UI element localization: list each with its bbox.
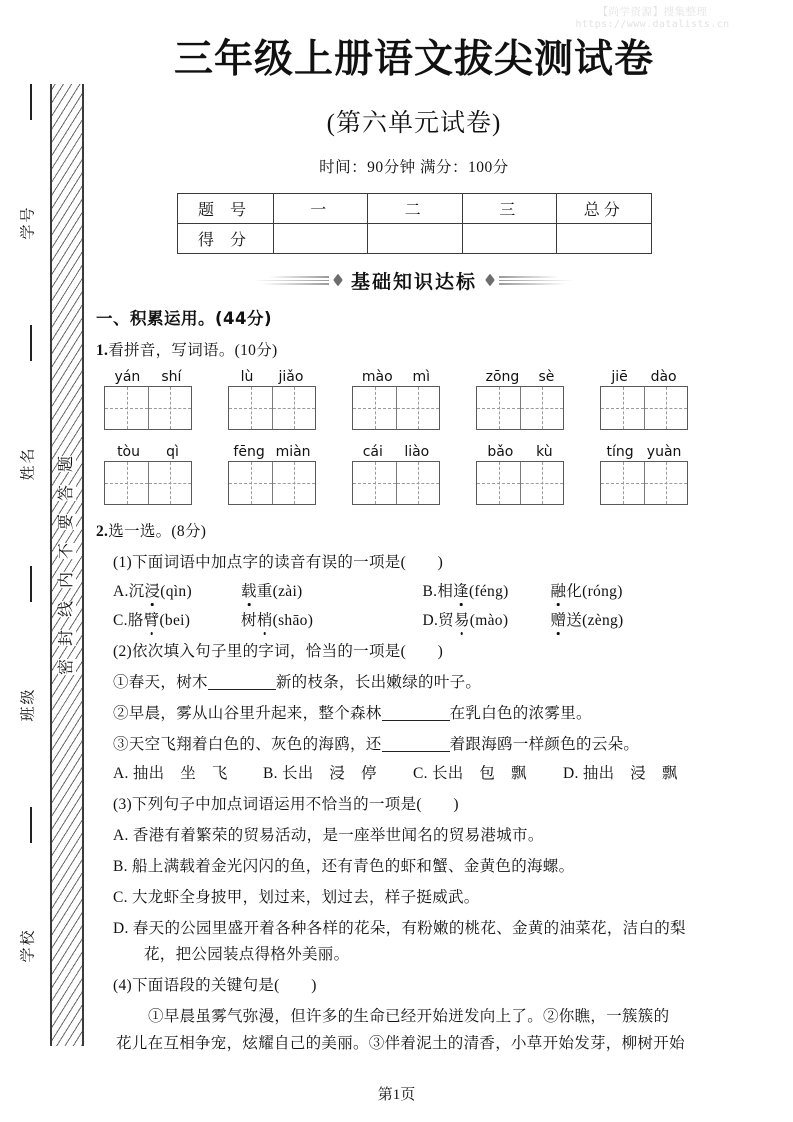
banner-dashes-left-icon bbox=[243, 276, 329, 285]
grid-cell[interactable] bbox=[353, 387, 396, 429]
word-char: 贸 bbox=[438, 611, 454, 629]
section-banner bbox=[96, 267, 732, 294]
writing-grid[interactable] bbox=[104, 386, 192, 430]
writing-grid[interactable] bbox=[600, 461, 688, 505]
pinyin-label bbox=[228, 444, 316, 460]
option-label: D. bbox=[422, 611, 439, 629]
pinyin-item bbox=[476, 369, 600, 430]
section-one-title: 一、积累运用。(44分) bbox=[96, 308, 273, 328]
info-divider bbox=[30, 84, 32, 120]
pinyin-syllable: tòu bbox=[117, 443, 140, 460]
pinyin-label bbox=[600, 444, 688, 460]
pinyin-syllable: jiē bbox=[611, 368, 628, 385]
pinyin-item bbox=[476, 444, 600, 505]
pinyin-syllable: jiǎo bbox=[278, 368, 304, 385]
writing-grid[interactable] bbox=[104, 461, 192, 505]
choice-c[interactable]: C. 长出 包 飘 bbox=[413, 764, 527, 782]
question-2-4-passage-line-1: ①早晨虽雾气弥漫，但许多的生命已经开始迸发向上了。②你瞧，一簇簇的 bbox=[148, 1007, 670, 1025]
option-label: C. bbox=[113, 611, 128, 629]
grid-cell[interactable] bbox=[229, 387, 272, 429]
question-1-stem bbox=[96, 338, 732, 360]
grid-cell[interactable] bbox=[105, 462, 148, 504]
question-2-2-choices bbox=[96, 761, 732, 783]
writing-grid[interactable] bbox=[352, 461, 440, 505]
pinyin-label bbox=[228, 369, 316, 385]
pinyin-syllable: fēng bbox=[233, 443, 265, 460]
writing-grid[interactable] bbox=[352, 386, 440, 430]
pinyin-syllable: liào bbox=[404, 443, 430, 460]
score-table-wrapper bbox=[96, 193, 732, 254]
emphasis-char: 梢 bbox=[257, 608, 273, 630]
word-char: 胳 bbox=[127, 611, 144, 629]
pinyin-syllable: zōng bbox=[485, 368, 520, 385]
info-field-class[interactable] bbox=[4, 602, 50, 807]
pinyin-syllable: bǎo bbox=[487, 443, 514, 460]
pinyin-syllable: tíng bbox=[606, 443, 634, 460]
grid-cell[interactable] bbox=[601, 462, 644, 504]
option-pinyin: (róng) bbox=[582, 582, 623, 600]
info-label: 学校 bbox=[20, 928, 37, 963]
seal-char: 封 bbox=[57, 629, 75, 646]
emphasis-char: 逢 bbox=[453, 579, 469, 601]
grid-cell[interactable] bbox=[644, 462, 687, 504]
exam-paper-content bbox=[96, 28, 732, 1053]
question-2-3-option-d[interactable]: D. 春天的公园里盛开着各种各样的花朵，有粉嫩的桃花、金黄的油菜花，洁白的梨 bbox=[113, 919, 686, 937]
grid-cell[interactable] bbox=[396, 462, 439, 504]
pinyin-item bbox=[104, 444, 228, 505]
option-b-word-1 bbox=[423, 579, 551, 601]
score-cell[interactable] bbox=[368, 223, 463, 253]
pinyin-syllable: kù bbox=[536, 443, 553, 460]
score-row-label: 得 分 bbox=[177, 223, 273, 253]
seal-char: 要 bbox=[57, 513, 75, 530]
table-row bbox=[177, 193, 651, 223]
question-text: 看拼音，写词语。(10分) bbox=[108, 341, 278, 359]
pinyin-label bbox=[476, 369, 564, 385]
pinyin-label bbox=[600, 369, 688, 385]
question-2-2-stem: (2)依次填入句子里的字词，恰当的一项是( ) bbox=[113, 642, 444, 660]
emphasis-char: 浸 bbox=[144, 579, 160, 601]
question-2-3-option-a[interactable]: A. 香港有着繁荣的贸易活动，是一座举世闻名的贸易港城市。 bbox=[113, 826, 544, 844]
watermark-url: https://www.datalists.cn bbox=[575, 19, 730, 31]
pinyin-item bbox=[352, 444, 476, 505]
info-divider bbox=[30, 566, 32, 602]
grid-cell[interactable] bbox=[644, 387, 687, 429]
score-col-header: 二 bbox=[368, 193, 463, 223]
pinyin-item bbox=[228, 444, 352, 505]
exam-meta-info: 时间：90分钟 满分：100分 bbox=[319, 158, 509, 176]
emphasis-char: 易 bbox=[454, 608, 470, 630]
question-number: 2. bbox=[96, 522, 109, 540]
info-label: 姓名 bbox=[20, 446, 37, 481]
info-divider bbox=[30, 807, 32, 843]
grid-cell[interactable] bbox=[148, 462, 191, 504]
banner-dashes-right-icon bbox=[499, 276, 585, 285]
grid-cell[interactable] bbox=[105, 387, 148, 429]
question-2-3-option-d-continued: 花，把公园装点得格外美丽。 bbox=[144, 945, 350, 963]
score-cell[interactable] bbox=[557, 223, 652, 253]
pinyin-syllable: mì bbox=[412, 368, 431, 385]
info-field-name[interactable] bbox=[4, 361, 50, 566]
emphasis-char: 融 bbox=[551, 579, 567, 601]
pinyin-label bbox=[352, 369, 440, 385]
pinyin-label bbox=[476, 444, 564, 460]
option-b[interactable] bbox=[423, 579, 733, 601]
seal-line-band bbox=[50, 84, 84, 1046]
fill-blank[interactable] bbox=[382, 705, 450, 721]
option-pinyin: (zài) bbox=[272, 582, 303, 600]
question-2-3-option-b[interactable]: B. 船上满载着金光闪闪的鱼，还有青色的虾和蟹、金黄色的海螺。 bbox=[113, 857, 575, 875]
option-c[interactable] bbox=[113, 608, 423, 630]
choice-a[interactable]: A. 抽出 坐 飞 bbox=[113, 764, 228, 782]
choice-d[interactable]: D. 抽出 浸 飘 bbox=[563, 764, 678, 782]
table-row bbox=[177, 223, 651, 253]
page-footer bbox=[0, 1083, 793, 1104]
seal-char: 内 bbox=[57, 571, 75, 588]
pinyin-row-2 bbox=[96, 444, 732, 505]
page-subtitle: (第六单元试卷) bbox=[326, 109, 502, 137]
question-text: 选一选。(8分) bbox=[108, 522, 207, 540]
grid-cell[interactable] bbox=[520, 462, 563, 504]
watermark-source-text: 【尚学资源】搜集整理 bbox=[597, 6, 708, 18]
pinyin-row-1 bbox=[96, 369, 732, 430]
option-label: B. bbox=[422, 582, 438, 600]
writing-grid[interactable] bbox=[600, 386, 688, 430]
writing-grid[interactable] bbox=[476, 386, 564, 430]
score-cell[interactable] bbox=[273, 223, 368, 253]
pinyin-label bbox=[104, 444, 192, 460]
word-char: 送 bbox=[566, 611, 583, 629]
pinyin-syllable: mào bbox=[361, 368, 393, 385]
grid-cell[interactable] bbox=[272, 462, 315, 504]
info-divider bbox=[30, 325, 32, 361]
diamond-marker-icon bbox=[333, 274, 343, 287]
pinyin-syllable: dào bbox=[650, 368, 677, 385]
sentence-part: 在乳白色的浓雾里。 bbox=[449, 704, 592, 722]
pinyin-item bbox=[600, 444, 724, 505]
option-a-word-1 bbox=[113, 579, 241, 601]
seal-char: 不 bbox=[57, 542, 75, 559]
option-pinyin: (mào) bbox=[469, 611, 509, 629]
grid-cell[interactable] bbox=[396, 387, 439, 429]
pinyin-item bbox=[600, 369, 724, 430]
pinyin-syllable: cái bbox=[362, 443, 383, 460]
question-2-1-options-row bbox=[96, 608, 732, 630]
seal-char: 密 bbox=[57, 658, 75, 675]
question-2-1-stem: (1)下面词语中加点字的读音有误的一项是( ) bbox=[113, 553, 444, 571]
question-2-2-sentence-2 bbox=[96, 701, 732, 723]
grid-cell[interactable] bbox=[272, 387, 315, 429]
emphasis-char: 赠 bbox=[551, 608, 567, 630]
emphasis-char: 臂 bbox=[144, 608, 160, 630]
writing-grid[interactable] bbox=[476, 461, 564, 505]
student-info-column bbox=[4, 84, 50, 1046]
pinyin-item bbox=[228, 369, 352, 430]
grid-cell[interactable] bbox=[353, 462, 396, 504]
word-char: 树 bbox=[241, 611, 257, 629]
grid-cell[interactable] bbox=[229, 462, 272, 504]
info-field-student-id[interactable] bbox=[4, 120, 50, 325]
question-2-stem bbox=[96, 519, 732, 541]
sentence-part: 新的枝条，长出嫩绿的叶子。 bbox=[275, 673, 482, 691]
question-2-3-stem: (3)下列句子中加点词语运用不恰当的一项是( ) bbox=[113, 795, 459, 813]
option-label: A. bbox=[113, 582, 129, 600]
diamond-marker-icon bbox=[485, 274, 495, 287]
sentence-part: ①春天，树木 bbox=[113, 673, 208, 691]
sentence-part: ③天空飞翔着白色的、灰色的海鸥，还 bbox=[113, 735, 382, 753]
emphasis-char: 载 bbox=[241, 579, 257, 601]
sentence-part: 着跟海鸥一样颜色的云朵。 bbox=[449, 735, 640, 753]
fill-blank[interactable] bbox=[382, 736, 450, 752]
option-pinyin: (bei) bbox=[159, 611, 191, 629]
question-2-2-sentence-3 bbox=[96, 732, 732, 754]
option-a-word-2 bbox=[241, 579, 303, 601]
question-2-1-options-row bbox=[96, 579, 732, 601]
page-number: 第1页 bbox=[377, 1087, 416, 1103]
score-col-header: 三 bbox=[462, 193, 557, 223]
info-field-school[interactable] bbox=[4, 843, 50, 1048]
option-pinyin: (qìn) bbox=[160, 582, 192, 600]
question-2-3-option-c[interactable]: C. 大龙虾全身披甲，划过来，划过去，样子挺威武。 bbox=[113, 888, 480, 906]
question-2-4-passage-line-2: 花儿在互相争宠，炫耀自己的美丽。③伴着泥土的清香，小草开始发芽，柳树开始 bbox=[116, 1034, 685, 1052]
pinyin-syllable: qì bbox=[166, 443, 179, 460]
seal-char: 题 bbox=[57, 455, 75, 472]
grid-cell[interactable] bbox=[520, 387, 563, 429]
pinyin-label bbox=[352, 444, 440, 460]
section-banner-title: 基础知识达标 bbox=[350, 270, 477, 293]
info-label: 班级 bbox=[20, 687, 37, 722]
pinyin-syllable: yuàn bbox=[646, 443, 682, 460]
option-pinyin: (shāo) bbox=[272, 611, 314, 629]
writing-grid[interactable] bbox=[228, 461, 316, 505]
choice-b[interactable]: B. 长出 浸 停 bbox=[263, 764, 377, 782]
sentence-part: ②早晨，雾从山谷里升起来，整个森林 bbox=[113, 704, 382, 722]
option-c-word-2 bbox=[241, 608, 313, 630]
pinyin-syllable: miàn bbox=[275, 443, 311, 460]
option-c-word-1 bbox=[113, 608, 241, 630]
option-pinyin: (zèng) bbox=[582, 611, 624, 629]
word-char: 化 bbox=[566, 582, 583, 600]
option-d-word-2 bbox=[551, 608, 624, 630]
option-a[interactable] bbox=[113, 579, 423, 601]
fill-blank[interactable] bbox=[208, 674, 276, 690]
pinyin-item bbox=[104, 369, 228, 430]
word-char: 重 bbox=[256, 582, 273, 600]
seal-char: 答 bbox=[57, 484, 75, 501]
pinyin-syllable: lù bbox=[240, 368, 254, 385]
question-2-4-stem: (4)下面语段的关键句是( ) bbox=[113, 976, 317, 994]
score-table bbox=[177, 193, 652, 254]
option-pinyin: (féng) bbox=[468, 582, 509, 600]
option-d[interactable] bbox=[423, 608, 733, 630]
score-row-label: 题 号 bbox=[177, 193, 273, 223]
score-cell[interactable] bbox=[462, 223, 557, 253]
pinyin-syllable: shí bbox=[161, 368, 182, 385]
question-2-2-sentence-1 bbox=[96, 670, 732, 692]
score-col-header: 一 bbox=[273, 193, 368, 223]
option-b-word-2 bbox=[551, 579, 623, 601]
seal-char: 线 bbox=[57, 600, 75, 617]
pinyin-item bbox=[352, 369, 476, 430]
grid-cell[interactable] bbox=[601, 387, 644, 429]
grid-cell[interactable] bbox=[148, 387, 191, 429]
pinyin-syllable: yán bbox=[114, 368, 141, 385]
pinyin-syllable: sè bbox=[538, 368, 555, 385]
page-title: 三年级上册语文拔尖测试卷 bbox=[173, 38, 654, 81]
grid-cell[interactable] bbox=[477, 387, 520, 429]
word-char: 相 bbox=[437, 582, 454, 600]
grid-cell[interactable] bbox=[477, 462, 520, 504]
writing-grid[interactable] bbox=[228, 386, 316, 430]
word-char: 沉 bbox=[128, 582, 145, 600]
info-label: 学号 bbox=[20, 205, 37, 240]
option-d-word-1 bbox=[423, 608, 551, 630]
question-number: 1. bbox=[96, 341, 109, 359]
pinyin-label bbox=[104, 369, 192, 385]
score-col-header: 总分 bbox=[557, 193, 652, 223]
